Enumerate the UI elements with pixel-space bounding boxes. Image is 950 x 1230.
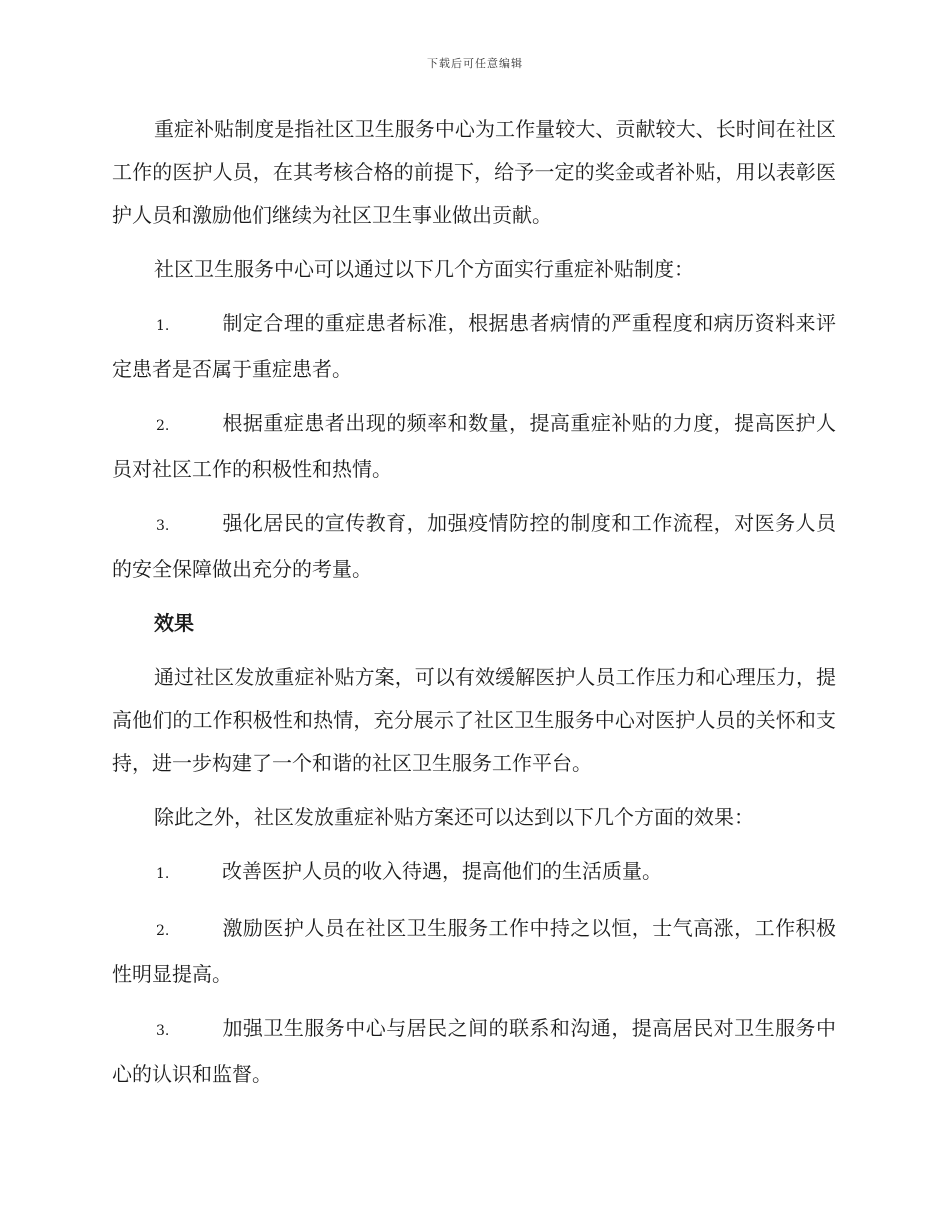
effect-paragraph-2: 除此之外，社区发放重症补贴方案还可以达到以下几个方面的效果：	[154, 805, 754, 829]
list-item-text: 改善医护人员的收入待遇，提高他们的生活质量。	[222, 859, 662, 883]
effect-item-2	[112, 907, 836, 996]
intro-paragraph-1: 重症补贴制度是指社区卫生服务中心为工作量较大、贡献较大、长时间在社区工作的医护人员，在其考核合格的前提下，给予一定的奖金或者补贴，用以表彰医护人员和激励他们继续为社区卫生事业做出贡献。	[112, 117, 836, 227]
measure-item-1	[112, 302, 836, 391]
list-item-text: 激励医护人员在社区卫生服务工作中持之以恒，士气高涨，工作积极性明显提高。	[112, 916, 836, 986]
measure-item-3	[112, 502, 836, 591]
effect-item-3	[112, 1007, 836, 1096]
effect-item-1	[112, 850, 836, 896]
list-item-text: 制定合理的重症患者标准，根据患者病情的严重程度和病历资料来评定患者是否属于重症患者。	[112, 311, 836, 381]
intro-paragraph-2: 社区卫生服务中心可以通过以下几个方面实行重症补贴制度：	[154, 257, 694, 281]
list-item-text: 加强卫生服务中心与居民之间的联系和沟通，提高居民对卫生服务中心的认识和监督。	[112, 1016, 836, 1086]
list-item-text: 强化居民的宣传教育，加强疫情防控的制度和工作流程，对医务人员的安全保障做出充分的考量。	[112, 511, 836, 581]
list-item-text: 根据重症患者出现的频率和数量，提高重症补贴的力度，提高医护人员对社区工作的积极性和热情。	[112, 411, 836, 481]
list-number: 3.	[156, 1023, 170, 1039]
document-body	[112, 108, 836, 1107]
effect-paragraph-1: 通过社区发放重症补贴方案，可以有效缓解医护人员工作压力和心理压力，提高他们的工作积极性和热情，充分展示了社区卫生服务中心对医护人员的关怀和支持，进一步构建了一个和谐的社区卫生服务工作平台。	[112, 665, 836, 775]
list-number: 1.	[156, 866, 170, 882]
list-number: 2.	[156, 923, 170, 939]
measure-item-2	[112, 402, 836, 491]
section-heading-effect: 效果	[154, 611, 194, 635]
list-number: 2.	[156, 418, 170, 434]
list-number: 3.	[156, 518, 170, 534]
list-number: 1.	[156, 318, 170, 334]
page-header: 下载后可任意编辑	[427, 57, 523, 70]
